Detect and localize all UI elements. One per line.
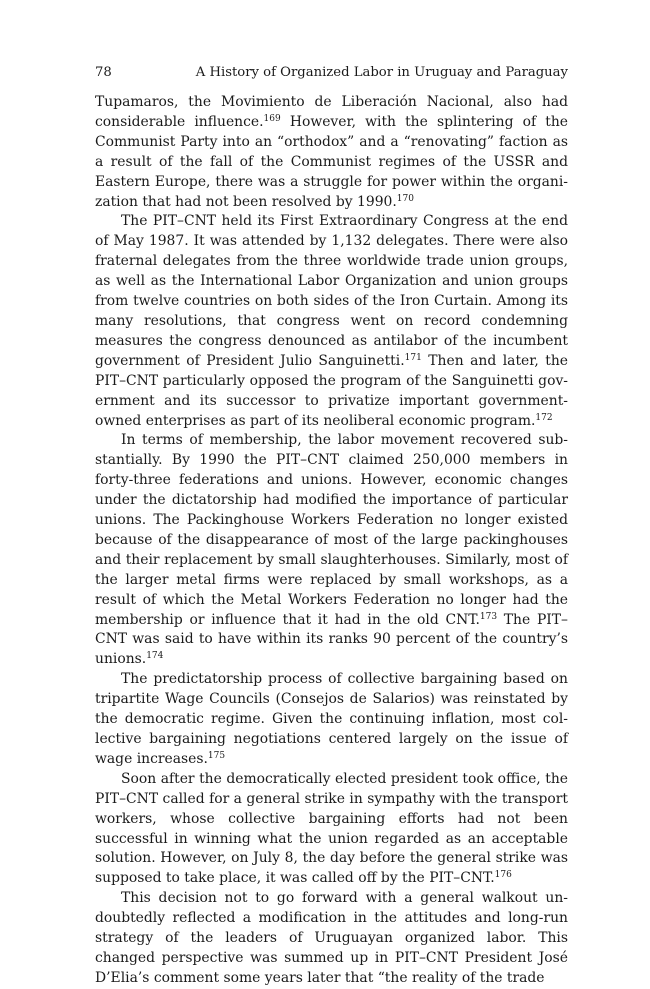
text-run: Then and later, the PIT–CNT particularly opposed the program of the Sanguinetti government and its successor to privatize important government-owned enterprises as part of its neoliberal economic program. — [95, 352, 569, 429]
body-text — [95, 93, 568, 989]
footnote-marker: 169 — [263, 113, 281, 124]
running-title: A History of Organized Labor in Uruguay and Paraguay — [195, 65, 568, 80]
footnote-marker: 176 — [494, 870, 512, 881]
page-number: 78 — [95, 65, 112, 80]
footnote-marker: 170 — [396, 193, 414, 204]
footnote-marker: 173 — [479, 611, 498, 622]
footnote-marker: 175 — [207, 750, 226, 761]
footnote-marker: 172 — [535, 412, 553, 423]
text-run: The PIT–CNT was said to have within its ranks 90 percent of the country’s unions. — [95, 611, 568, 668]
paragraph — [95, 770, 568, 889]
text-run: This decision not to go forward with a general walkout undoubtedly reflected a modification in the attitudes and long-run strategy of the leaders of Uruguayan organized labor. This changed perspective was summed up in PIT–CNT President José D’Elia’s comment some years later that “the reality of the trade — [95, 890, 568, 986]
footnote-marker: 174 — [146, 651, 164, 662]
running-head — [95, 63, 568, 83]
text-run: The predictatorship process of collective bargaining based on tripartite Wage Councils (Consejos de Salarios) was reinstated by the democratic regime. Given the continuing inflation, most collective bargaining negotiations centered largely on the issue of wage increases. — [95, 671, 568, 767]
paragraph — [95, 212, 568, 431]
paragraph — [95, 93, 568, 212]
footnote-marker: 171 — [404, 352, 422, 363]
paragraph — [95, 889, 568, 989]
text-run: In terms of membership, the labor movement recovered substantially. By 1990 the PIT–CNT claimed 250,000 members in forty-three federations and unions. However, economic changes under the dictatorship had modified the importance of particular unions. The Packinghouse Workers Federation no longer existed because of the disappearance of most of the large packinghouses and their replacement by small slaughterhouses. Similarly, most of the larger metal firms were replaced by small workshops, as a result of which the Metal Workers Federation no longer had the membership or influence that it had in the old CNT. — [95, 432, 568, 628]
paragraph — [95, 670, 568, 770]
text-run: However, with the splintering of the Communist Party into an “orthodox” and a “renovating” faction as a result of the fall of the Communist regimes of the USSR and Eastern Europe, there was a struggle for power within the organization that had not been resolved by 1990. — [95, 113, 568, 210]
paragraph — [95, 431, 568, 670]
text-run: The PIT–CNT held its First Extraordinary Congress at the end of May 1987. It was attended by 1,132 delegates. There were also fraternal delegates from the three worldwide trade union groups, as well as the International Labor Organization and union groups from twelve countries on both sides of the Iron Curtain. Among its many resolutions, that congress went on record condemning measures the congress denounced as antilabor of the incumbent government of President Julio Sanguinetti. — [95, 213, 568, 369]
text-run: Soon after the democratically elected president took office, the PIT–CNT called for a general strike in sympathy with the transport workers, whose collective bargaining efforts had not been successful in winning what the union regarded as an acceptable solution. However, on July 8, the day before the general strike was supposed to take place, it was called off by the PIT–CNT. — [95, 770, 568, 887]
text-run: Tupamaros, the Movimiento de Liberación Nacional, also had considerable influence. — [95, 94, 568, 130]
